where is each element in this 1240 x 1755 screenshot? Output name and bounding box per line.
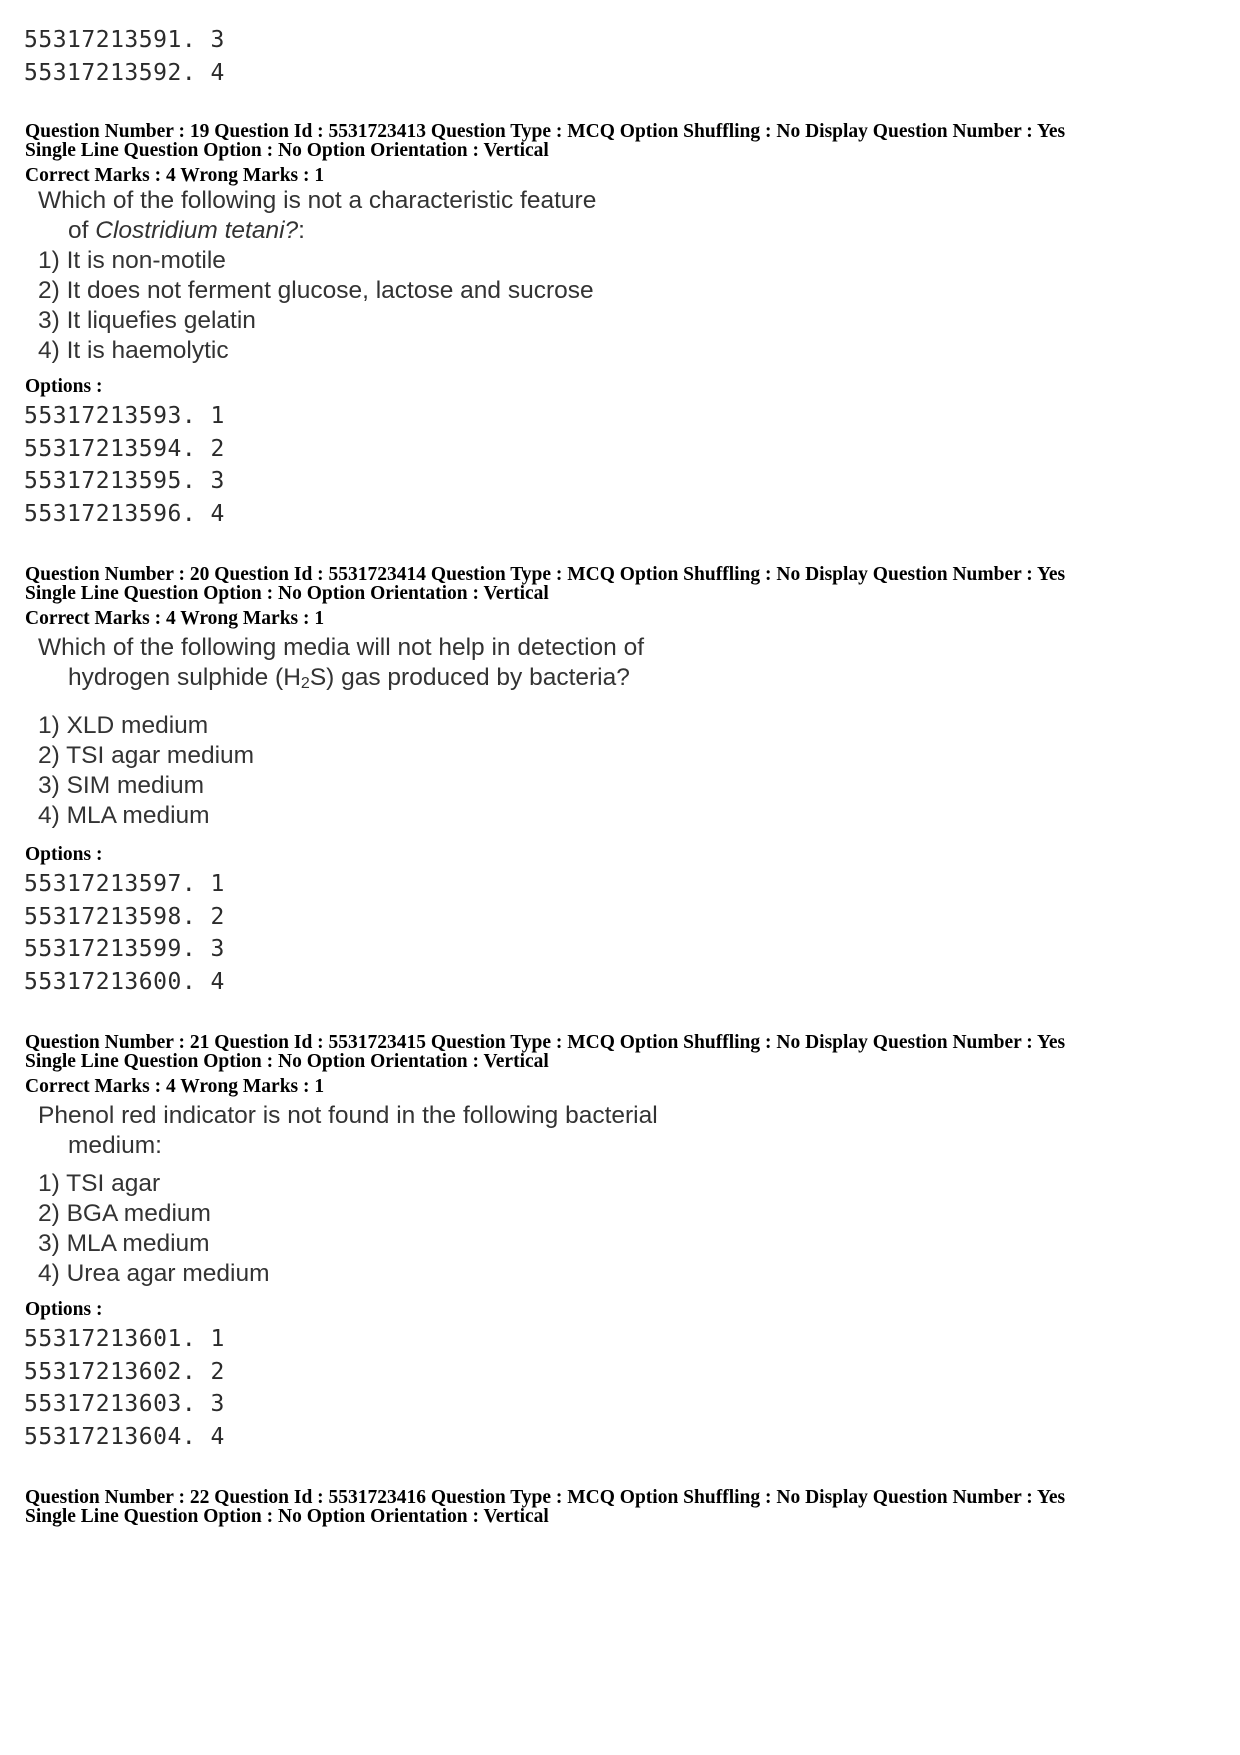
question-text [38, 186, 596, 366]
question-stem-line-2: hydrogen sulphide $(H_2S)$ gas produced by bacteria? [68, 664, 630, 692]
answer-choice: 4) MLA medium [38, 802, 210, 829]
question-text [38, 633, 644, 831]
question-stem-line-2: medium: [68, 1132, 162, 1159]
question-meta-line-1: Question Number : 21 Question Id : 5531723415 Question Type : MCQ Option Shuffling : No Display Question Number : Yes [25, 1032, 1066, 1053]
option-line: 55317213595. 3 [24, 468, 225, 494]
option-line: 55317213601. 1 [24, 1326, 225, 1352]
question-meta-line-2: Single Line Question Option : No Option Orientation : Vertical [25, 1051, 549, 1072]
marks-line: Correct Marks : 4 Wrong Marks : 1 [25, 1076, 325, 1097]
option-line: 55317213594. 2 [24, 436, 225, 462]
option-line: 55317213603. 3 [24, 1391, 225, 1417]
answer-choice: 3) SIM medium [38, 772, 205, 799]
option-line: 55317213597. 1 [24, 871, 225, 897]
question-stem-line-1: Which of the following media will not help in detection of [38, 634, 645, 661]
question-meta-line-2: Single Line Question Option : No Option Orientation : Vertical [25, 1506, 549, 1527]
question-stem-line-2: of Clostridium tetani?: [68, 217, 305, 244]
option-line: 55317213600. 4 [24, 969, 225, 995]
option-line: 55317213599. 3 [24, 936, 225, 962]
option-line: 55317213598. 2 [24, 904, 225, 930]
answer-choice: 2) TSI agar medium [38, 742, 255, 769]
answer-choice: 1) It is non-motile [38, 247, 226, 274]
marks-line: Correct Marks : 4 Wrong Marks : 1 [25, 608, 325, 629]
options-label: Options : [25, 376, 103, 397]
answer-choice: 1) TSI agar [38, 1170, 161, 1197]
question-meta-line-1: Question Number : 19 Question Id : 5531723413 Question Type : MCQ Option Shuffling : No Display Question Number : Yes [25, 121, 1066, 142]
question-meta-line-2: Single Line Question Option : No Option Orientation : Vertical [25, 583, 549, 604]
question-stem-line-1: Phenol red indicator is not found in the following bacterial [38, 1102, 658, 1129]
option-line: 55317213591. 3 [24, 27, 225, 53]
option-line: 55317213593. 1 [24, 403, 225, 429]
answer-choice: 3) It liquefies gelatin [38, 307, 256, 334]
options-label: Options : [25, 844, 103, 865]
marks-line: Correct Marks : 4 Wrong Marks : 1 [25, 165, 325, 186]
answer-choice: 4) Urea agar medium [38, 1260, 270, 1287]
question-meta-line-1: Question Number : 20 Question Id : 5531723414 Question Type : MCQ Option Shuffling : No Display Question Number : Yes [25, 564, 1066, 585]
answer-choice: 1) XLD medium [38, 712, 209, 739]
question-meta-line-2: Single Line Question Option : No Option Orientation : Vertical [25, 140, 549, 161]
option-line: 55317213604. 4 [24, 1424, 225, 1450]
answer-choice: 2) BGA medium [38, 1200, 211, 1227]
option-line: 55317213592. 4 [24, 60, 225, 86]
answer-choice: 2) It does not ferment glucose, lactose and sucrose [38, 277, 594, 304]
question-meta-line-1: Question Number : 22 Question Id : 5531723416 Question Type : MCQ Option Shuffling : No Display Question Number : Yes [25, 1487, 1066, 1508]
answer-choice: 3) MLA medium [38, 1230, 210, 1257]
option-line: 55317213596. 4 [24, 501, 225, 527]
answer-choice: 4) It is haemolytic [38, 337, 229, 364]
options-label: Options : [25, 1299, 103, 1320]
option-line: 55317213602. 2 [24, 1359, 225, 1385]
question-stem-line-1: Which of the following is not a characteristic feature [38, 187, 597, 214]
question-text [38, 1101, 658, 1289]
